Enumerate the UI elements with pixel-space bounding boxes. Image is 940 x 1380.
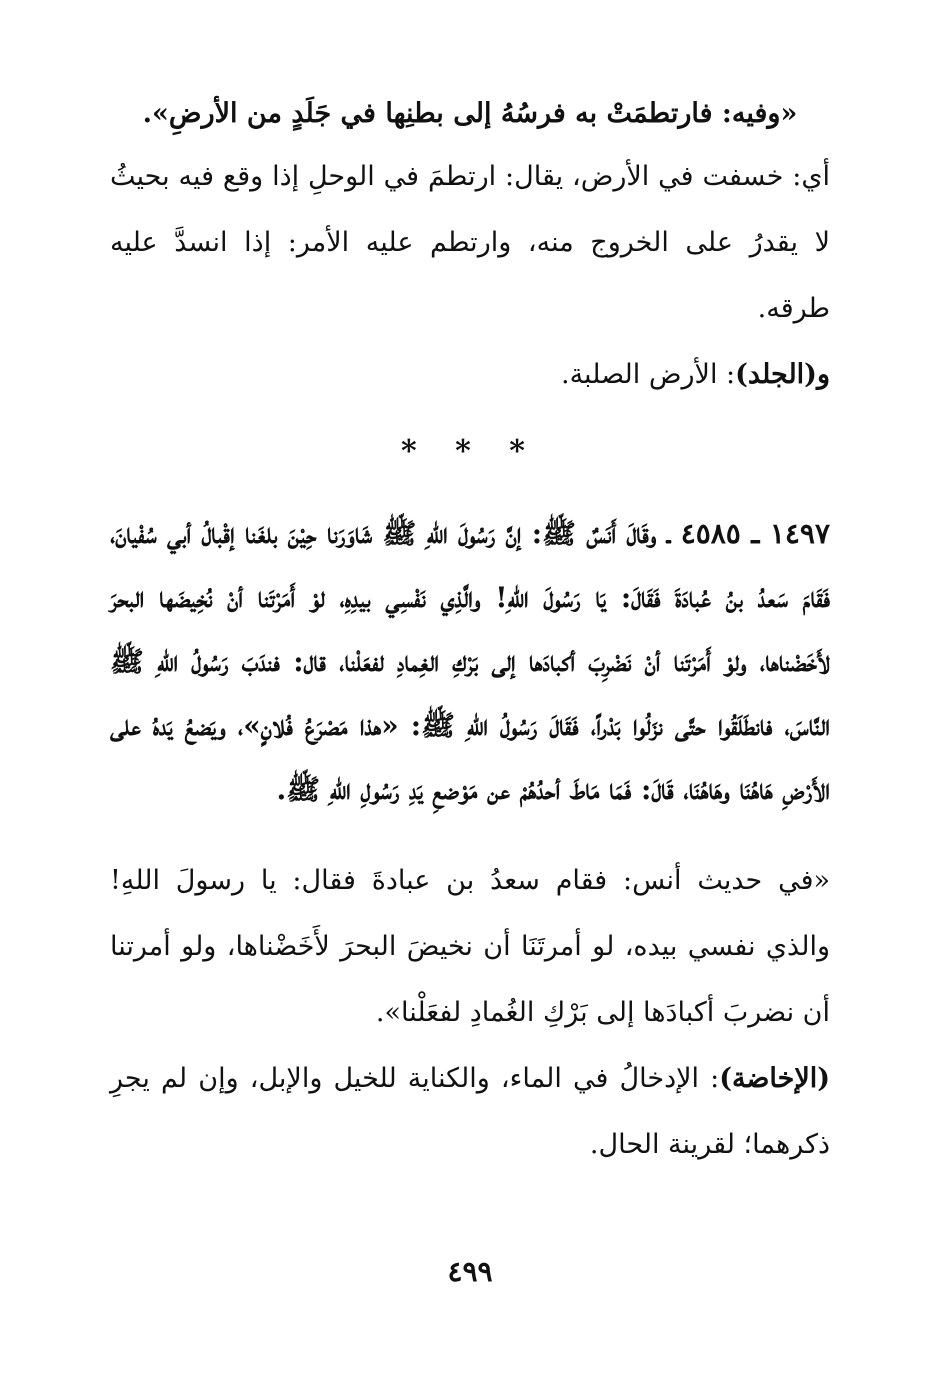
hadith-text: ١٤٩٧ ـ ٤٥٨٥ ـ وقَالَ أَنَسٌ ﷺ: إنَّ رَسُولَ اللهِ ﷺ شَاوَرَنا حِيْنَ بلغَنا إقْبالُ أبي سُفْيانَ، فَقَامَ سَعدُ بنُ عُبادَةَ فَقَالَ: يَا رَسُولَ اللهِ! والَّذِي نَفْسِي بيدِهِ، لوْ أَمَرْتَنا أنْ نُخِيضَها البحرَ لأَخَضْناها، ولوْ أَمَرْتَنا أنْ نَضْرِبَ أكبادَها إلى بَرْكِ الغِمادِ لفعَلْنا، قال: فندَبَ رَسُولُ اللهِ ﷺ النَّاسَ، فانطَلَقُوا حتَّى نزَلُوا بَدْراً، فَقَالَ رَسُولُ اللهِ ﷺ: «هذا مَصْرَعُ فُلانٍ»، ويَضعُ يَدهُ على الأَرْضِ هَاهُنَا وهَاهُنَا، قَالَ: فَمَا مَاطَ أحدُهُمْ عن مَوْضعِ يَدِ رَسُولِ اللهِ ﷺ.	[110, 517, 830, 806]
page-body	[110, 84, 830, 1178]
term-ikhada: (الإخاضة)	[719, 1063, 830, 1094]
definition-jalad-text: : الأرض الصلبة.	[561, 359, 736, 390]
quoted-phrase: «وفيه: فارتطمَتْ به فرسُهُ إلى بطنِها في جَلَدٍ من الأرضِ».	[142, 98, 798, 129]
spacer	[110, 822, 830, 848]
definition-jalad	[110, 342, 830, 408]
quoted-hadith-commentary: «في حديث أنس: فقام سعدُ بن عبادةَ فقال: يا رسولَ اللهِ! والذي نفسي بيده، لو أمرتَنَا أن نخيضَ البحرَ لأَخَضْناها، ولو أمرتنا أن نضربَ أكبادَها إلى بَرْكِ الغُمادِ لفعَلْنا».	[110, 865, 830, 1028]
term-jalad: و(الجلد)	[735, 359, 830, 390]
section-separator: * * *	[401, 434, 539, 469]
page-number: ٤٩٩	[447, 1255, 493, 1288]
explanation-paragraph: أي: خسفت في الأرض، يقال: ارتطمَ في الوحلِ إذا وقع فيه بحيثُ لا يقدرُ على الخروج منه، وارتطم عليه الأمر: إذا انسدَّ عليه طرقه.	[110, 161, 830, 324]
definition-ikhada-text: : الإدخالُ في الماء، والكناية للخيل والإبل، وإن لم يجرِ ذكرهما؛ لقرينة الحال.	[110, 1063, 830, 1160]
definition-ikhada	[110, 1046, 830, 1178]
